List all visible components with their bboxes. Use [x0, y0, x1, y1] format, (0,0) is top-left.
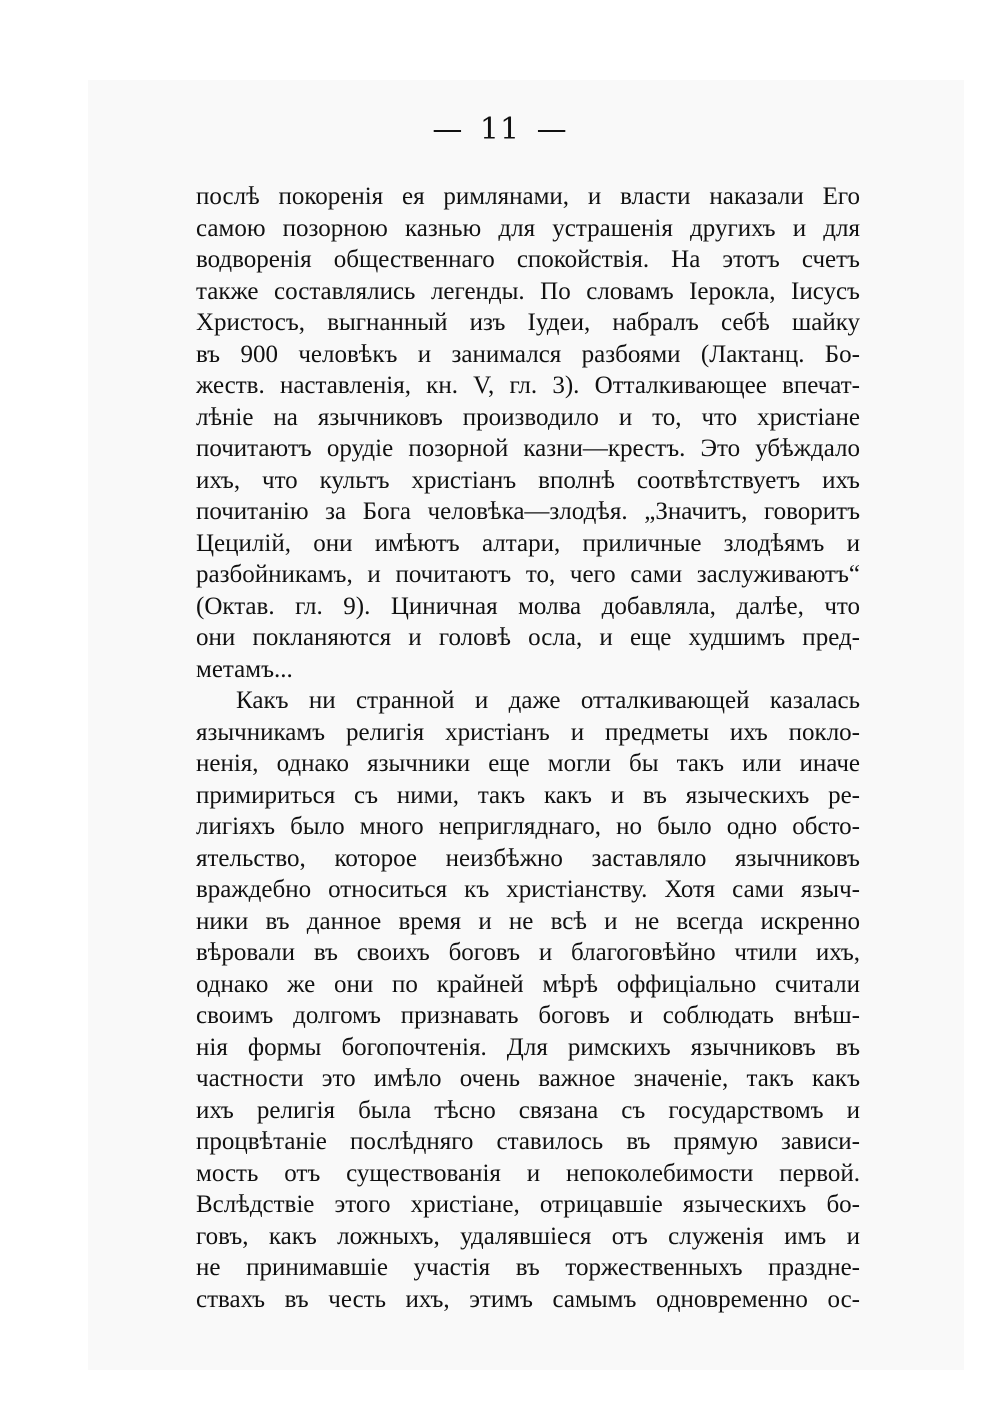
page-number: — 11 — — [432, 112, 568, 147]
text-line: также составлялись легенды. По словамъ Іерокла, Іисусъ — [196, 277, 860, 305]
body-text — [196, 181, 860, 1315]
text-line: нія формы богопочтенія. Для римскихъ язычниковъ въ — [196, 1033, 860, 1061]
text-line: процвѣтаніе послѣдняго ставилось въ прямую зависи- — [196, 1128, 860, 1155]
text-line: ствахъ въ честь ихъ, этимъ самымъ одновременно ос- — [196, 1285, 860, 1313]
text-line: въ 900 человѣкъ и занимался разбоями (Лактанц. Бо- — [196, 340, 860, 368]
text-line: говъ, какъ ложныхъ, удалявшіеся отъ служенія имъ и — [196, 1222, 860, 1250]
text-line: водворенія общественнаго спокойствія. На этотъ счетъ — [196, 246, 860, 273]
text-line: однако же они по крайней мѣрѣ оффиціально считали — [196, 970, 860, 998]
text-line: Какъ ни странной и даже отталкивающей казалась — [236, 687, 860, 714]
text-line: своимъ долгомъ признавать боговъ и соблюдать внѣш- — [196, 1002, 860, 1029]
text-line: частности это имѣло очень важное значеніе, такъ какъ — [196, 1065, 860, 1092]
text-line: примириться съ ними, такъ какъ и въ языческихъ ре- — [196, 781, 860, 809]
text-line: Цецилій, они имѣютъ алтари, приличные злодѣямъ и — [196, 529, 860, 557]
text-line: ихъ религія была тѣсно связана съ государствомъ и — [196, 1096, 860, 1124]
paragraph — [196, 181, 860, 685]
text-line: не принимавшіе участія въ торжественныхъ праздне- — [196, 1254, 860, 1281]
text-line: лигіяхъ было много непригляднаго, но было одно обсто- — [196, 813, 860, 840]
text-line: жеств. наставленія, кн. V, гл. 3). Отталкивающее впечат- — [196, 372, 860, 399]
text-line: почитаютъ орудіе позорной казни—крестъ. Это убѣждало — [196, 435, 860, 462]
text-line: Вслѣдствіе этого христіане, отрицавшіе языческихъ бо- — [196, 1191, 860, 1218]
text-line: они покланяются и головѣ осла, и еще худшимъ пред- — [196, 624, 860, 651]
text-line: вѣровали въ своихъ боговъ и благоговѣйно чтили ихъ, — [196, 939, 860, 966]
text-line: враждебно относиться къ христіанству. Хотя сами языч- — [196, 876, 860, 903]
text-line: (Октав. гл. 9). Циничная молва добавляла, далѣе, что — [196, 592, 860, 620]
text-line: ненія, однако язычники еще могли бы такъ или иначе — [196, 750, 860, 777]
text-line: ятельство, которое неизбѣжно заставляло язычниковъ — [196, 844, 860, 872]
text-line: лѣніе на язычниковъ производило и то, что христіане — [196, 403, 860, 431]
text-line: послѣ покоренія ея римлянами, и власти наказали Его — [196, 183, 860, 210]
text-line: почитанію за Бога человѣка—злодѣя. „Значитъ, говоритъ — [196, 498, 860, 525]
text-line: ники въ данное время и не всѣ и не всегда искренно — [196, 907, 860, 935]
text-line: метамъ... — [196, 655, 293, 683]
text-line: мость отъ существованія и непоколебимости первой. — [196, 1159, 860, 1187]
paragraph — [196, 685, 860, 1315]
text-line: ихъ, что культъ христіанъ вполнѣ соотвѣтствуетъ ихъ — [196, 466, 860, 494]
text-line: самою позорною казнью для устрашенія другихъ и для — [196, 214, 860, 242]
text-line: язычникамъ религія христіанъ и предметы ихъ покло- — [196, 718, 860, 746]
text-line: разбойникамъ, и почитаютъ то, чего сами заслуживаютъ“ — [196, 561, 860, 588]
text-line: Христосъ, выгнанный изъ Іудеи, набралъ себѣ шайку — [196, 309, 860, 336]
